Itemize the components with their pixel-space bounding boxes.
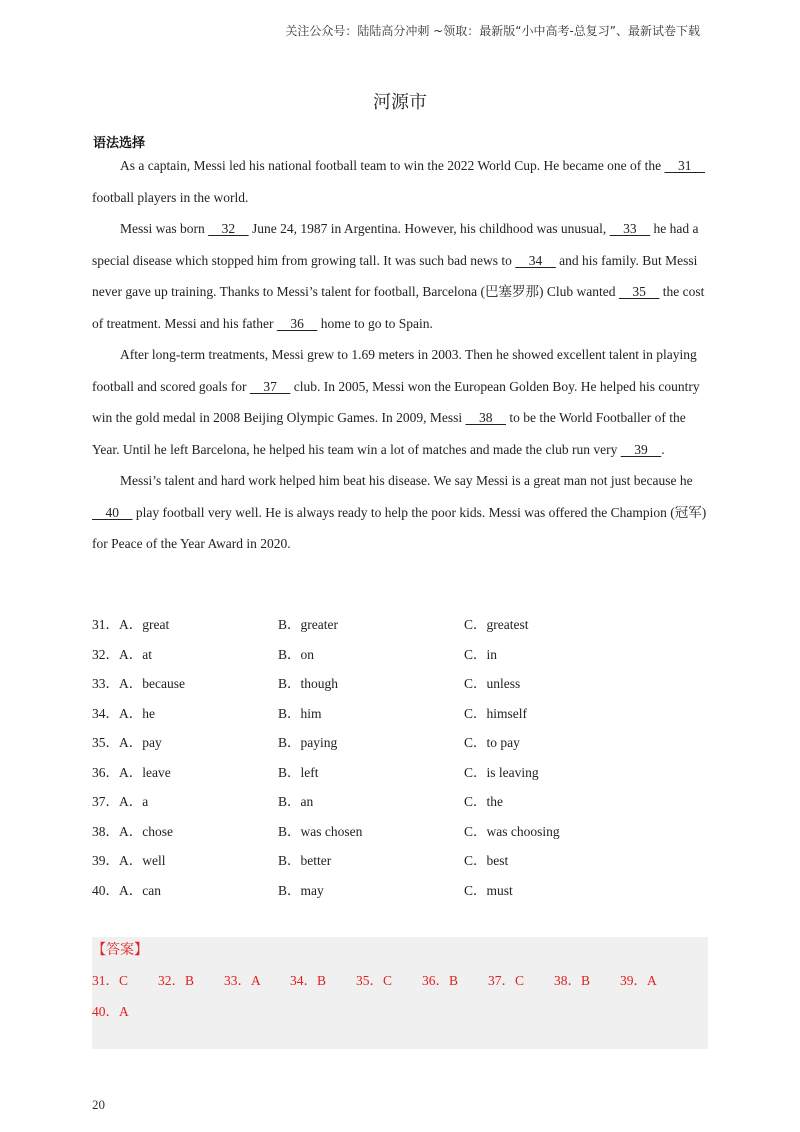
option-row (92, 820, 708, 850)
option-b: B．an (278, 794, 314, 809)
page-title: 河源市 (373, 92, 427, 113)
passage-text: club. In 2005, Messi won the European Golden Boy. He helped his country win the gold medal in 2008 Beijing Olympic Games. In 2009, Messi (92, 378, 700, 425)
option-row (92, 613, 708, 643)
blank-36: 36 (276, 315, 318, 331)
options-list (92, 613, 708, 908)
option-a: 38．A．chose (92, 823, 173, 839)
answer-item: 37．C (488, 973, 525, 988)
blank-35: 35 (618, 284, 660, 299)
blank-33: 33 (609, 221, 651, 236)
answer-item: 35．C (356, 973, 393, 988)
passage-text: June 24, 1987 in Argentina. However, his childhood was unusual, (248, 221, 610, 236)
blank-40: 40 (92, 504, 133, 520)
option-a: 33．A．because (92, 676, 185, 691)
option-c: C．the (464, 794, 503, 809)
answer-list (92, 965, 692, 1027)
passage-text: play football very well. He is always ready to help the poor kids. Messi was offered the Champion (冠军) for Peace of the Year Award in 2020. (92, 504, 707, 551)
option-a: 32．A．at (92, 646, 152, 662)
option-b: B．may (278, 882, 324, 898)
header-note: 关注公众号：陆陆高分冲刺 ~领取：最新版“小中高考-总复习”、最新试卷下载 (285, 24, 700, 38)
option-c: C．unless (464, 676, 521, 691)
option-b: B．left (278, 764, 319, 780)
section-title: 语法选择 (93, 136, 146, 151)
answer-item: 34．B (290, 973, 327, 988)
blank-39: 39 (620, 441, 662, 457)
option-row (92, 761, 708, 791)
paragraph-1 (92, 150, 708, 213)
option-c: C．himself (464, 705, 527, 721)
blank-31: 31 (664, 158, 706, 173)
option-a: 34．A．he (92, 705, 155, 721)
passage-text: After long-term treatments, Messi grew to 1.69 meters in 2003. Then he showed excellent talent in playing football and scored goals for (92, 347, 697, 394)
option-a: 35．A．pay (92, 735, 162, 750)
passage-text: he had a special disease which stopped him from growing tall. It was such bad news to (92, 221, 699, 268)
option-b: B．was chosen (278, 823, 363, 839)
option-c: C．is leaving (464, 764, 539, 780)
answer-item: 36．B (422, 973, 459, 988)
option-b: B．though (278, 676, 339, 691)
answer-item: 39．A (620, 973, 657, 988)
option-row (92, 790, 708, 820)
option-a: 40．A．can (92, 882, 161, 898)
passage-text: to be the World Footballer of the Year. Until he left Barcelona, he helped his team win a lot of matches and made the club run very (92, 410, 686, 457)
answer-item: 31．C (92, 973, 129, 988)
option-c: C．to pay (464, 735, 520, 750)
option-b: B．better (278, 853, 332, 868)
blank-34: 34 (515, 252, 556, 268)
option-a: 39．A．well (92, 853, 166, 868)
passage-text: As a captain, Messi led his national football team to win the 2022 World Cup. He became one of the (120, 158, 665, 173)
option-row (92, 879, 708, 909)
option-b: B．greater (278, 617, 338, 632)
option-row (92, 672, 708, 702)
option-b: B．on (278, 646, 315, 662)
blank-32: 32 (208, 221, 249, 236)
option-c: C．in (464, 646, 498, 662)
option-c: C．must (464, 882, 513, 898)
option-a: 31．A．great (92, 617, 170, 632)
passage-text: Messi’s talent and hard work helped him beat his disease. We say Messi is a great man not just because he (120, 473, 693, 488)
blank-37: 37 (249, 378, 291, 394)
option-row (92, 643, 708, 673)
option-row (92, 849, 708, 879)
answer-item: 33．A (224, 973, 261, 988)
option-b: B．him (278, 705, 322, 721)
passage-text: football players in the world. (92, 189, 249, 205)
paragraph-2 (92, 213, 708, 339)
option-c: C．best (464, 853, 509, 868)
answer-item: 32．B (158, 973, 195, 988)
passage-text: and his family. But Messi never gave up training. Thanks to Messi’s talent for football, Barcelona (巴塞罗那) Club wanted (92, 252, 698, 299)
passage (92, 150, 708, 560)
option-a: 36．A．leave (92, 764, 171, 780)
answer-box (92, 937, 708, 1049)
paragraph-3 (92, 339, 708, 465)
option-row (92, 731, 708, 761)
answer-heading: 【答案】 (92, 942, 148, 958)
passage-text: Messi was born (120, 221, 209, 236)
page-number: 20 (92, 1097, 105, 1112)
option-b: B．paying (278, 735, 338, 750)
answer-item: 38．B (554, 973, 591, 988)
option-row (92, 702, 708, 732)
passage-text: home to go to Spain. (317, 315, 433, 331)
option-c: C．was choosing (464, 823, 560, 839)
passage-text: the cost of treatment. Messi and his father (92, 284, 705, 331)
blank-38: 38 (465, 410, 506, 425)
option-a: 37．A．a (92, 794, 149, 809)
paragraph-4 (92, 465, 708, 560)
passage-text: . (661, 441, 665, 457)
answer-item: 40．A (92, 1004, 129, 1019)
option-c: C．greatest (464, 617, 529, 632)
